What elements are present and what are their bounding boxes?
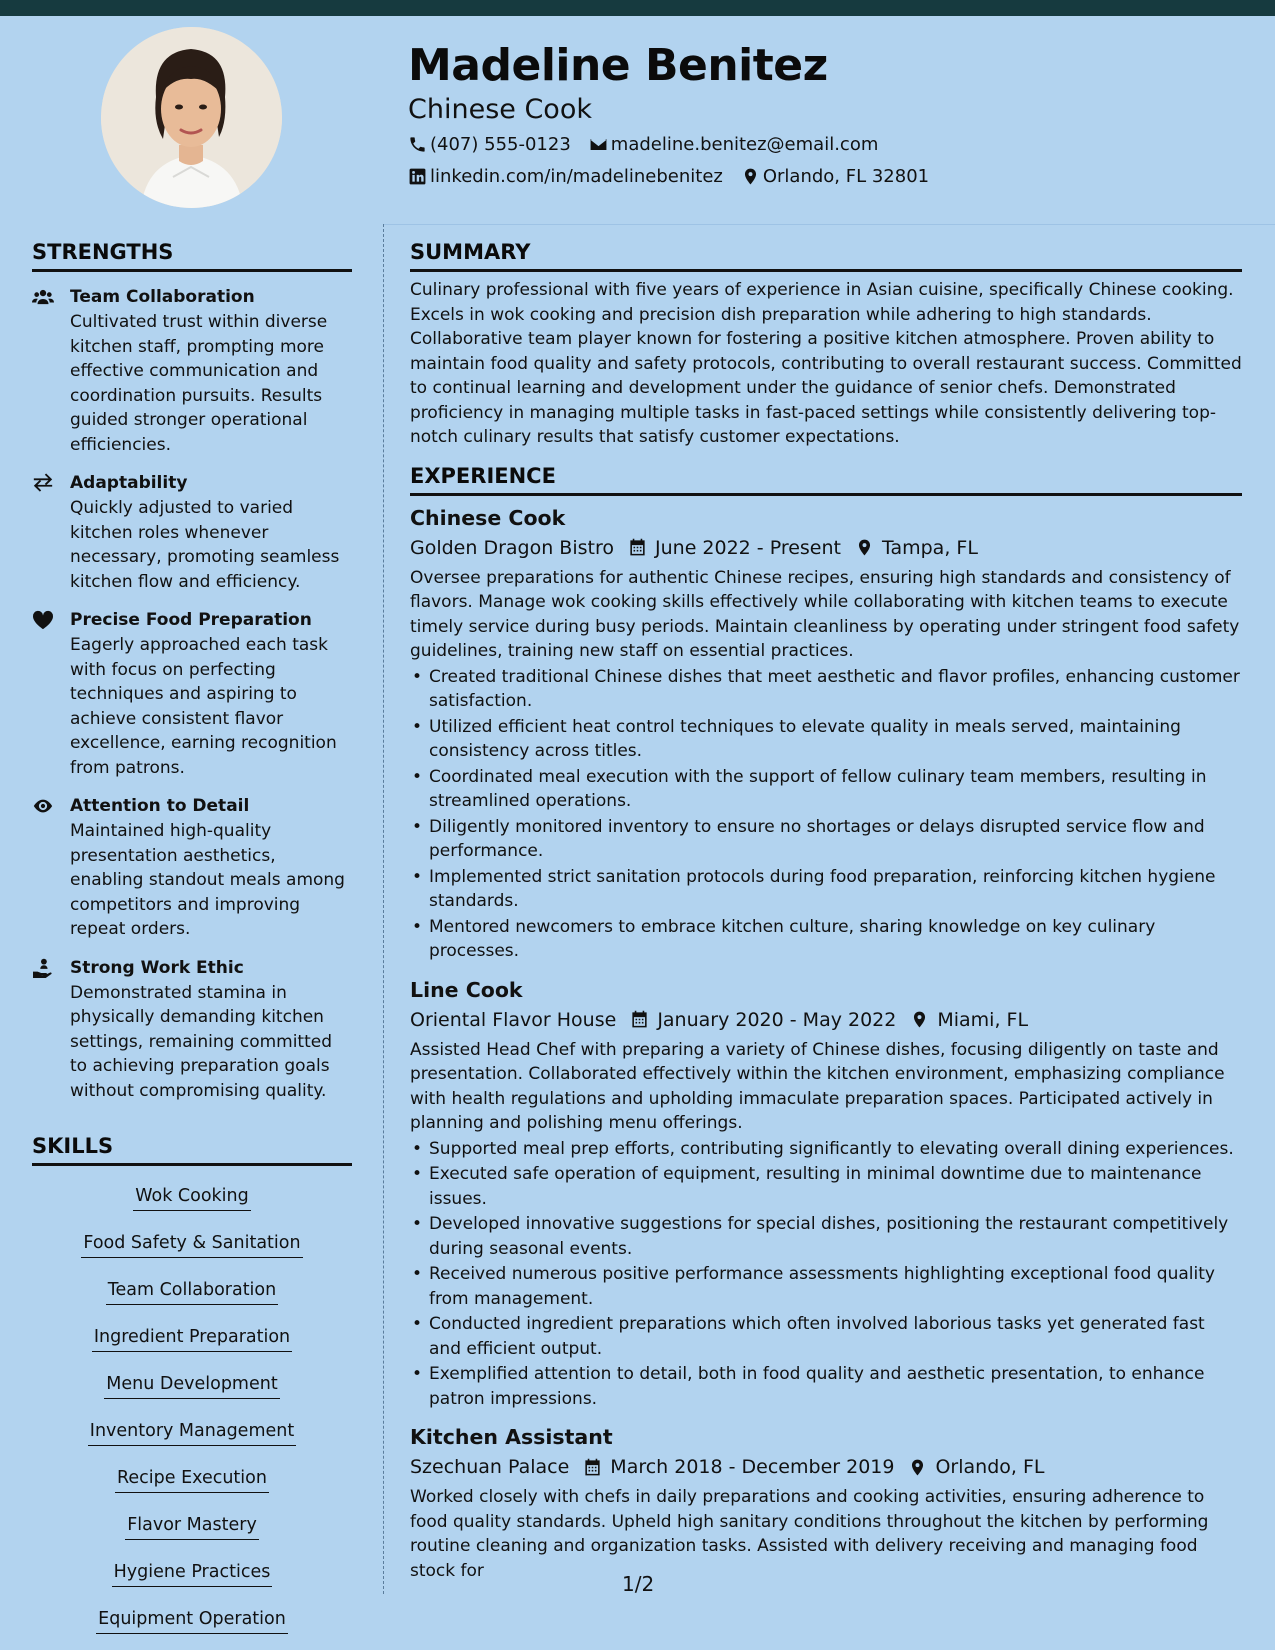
job-location: Miami, FL: [937, 1008, 1029, 1031]
bullet-item: • Coordinated meal execution with the support of fellow culinary team members, resulting in streamlined operations.: [410, 765, 1242, 814]
email-contact[interactable]: [589, 134, 879, 155]
linkedin-icon: [408, 167, 427, 186]
summary-heading: SUMMARY: [410, 240, 1242, 272]
job-dates: March 2018 - December 2019: [610, 1456, 895, 1478]
skill-tag: Inventory Management: [88, 1419, 296, 1446]
left-column: [32, 240, 352, 1117]
strength-title: Adaptability: [70, 473, 188, 493]
skill-tag: Ingredient Preparation: [92, 1325, 292, 1352]
skills-list: [32, 1174, 352, 1644]
strength-desc: Eagerly approached each task with focus on perfecting techniques and aspiring to achieve consistent flavor excellence, earning recognition from patrons.: [70, 635, 337, 778]
profile-photo: [101, 27, 282, 208]
skill-tag: Recipe Execution: [115, 1466, 269, 1493]
bullet-item: • Utilized efficient heat control techniques to elevate quality in meals served, maintaining consistency across titles.: [410, 715, 1242, 764]
right-column: [410, 240, 1242, 1583]
job-meta: [410, 1005, 1242, 1035]
strength-desc: Demonstrated stamina in physically demanding kitchen settings, remaining committed to achieving preparation goals without compromising quality.: [70, 982, 333, 1101]
strengths-heading: STRENGTHS: [32, 240, 352, 272]
contact-row-2: [408, 166, 947, 187]
calendar-icon: [583, 1458, 602, 1477]
contact-row-1: [408, 134, 896, 155]
strength-title: Attention to Detail: [70, 796, 250, 816]
users-icon: [32, 287, 54, 307]
bullet-item: • Received numerous positive performance assessments highlighting exceptional food quality from management.: [410, 1262, 1242, 1311]
job-meta: [410, 533, 1242, 563]
skills-heading: SKILLS: [32, 1134, 352, 1166]
job-description: Worked closely with chefs in daily preparations and cooking activities, ensuring adherence to food quality standards. Upheld high sanitary conditions throughout the kitchen by performing routine cleaning and organization tasks. Assisted with delivery receiving and managing food stock for: [410, 1487, 1209, 1581]
strength-title: Team Collaboration: [70, 287, 255, 307]
job-role: Chinese Cook: [410, 505, 566, 530]
bullet-item: • Executed safe operation of equipment, resulting in minimal downtime due to maintenance issues.: [410, 1162, 1242, 1211]
arrows-exchange-icon: [32, 473, 54, 493]
header-divider: [384, 224, 1275, 225]
skill-tag: Equipment Operation: [96, 1607, 288, 1634]
top-accent-bar: [0, 0, 1275, 16]
phone-icon: [408, 135, 427, 154]
page-number: 1/2: [622, 1572, 655, 1596]
location-text: Orlando, FL 32801: [762, 166, 930, 187]
bullet-item: • Implemented strict sanitation protocols during food preparation, reinforcing kitchen hygiene standards.: [410, 865, 1242, 914]
skill-tag: Flavor Mastery: [125, 1513, 259, 1540]
envelope-icon: [589, 135, 608, 154]
job-entry: [410, 503, 1242, 964]
strength-item: [32, 285, 352, 457]
calendar-icon: [628, 538, 647, 557]
skill-tag: Food Safety & Sanitation: [81, 1231, 302, 1258]
bullet-item: • Diligently monitored inventory to ensure no shortages or delays disrupted service flow and performance.: [410, 815, 1242, 864]
hand-holding-person-icon: [32, 958, 54, 978]
job-bullets: [410, 665, 1242, 964]
linkedin-contact[interactable]: [408, 166, 723, 187]
skill-tag: Wok Cooking: [133, 1184, 251, 1211]
map-pin-icon: [855, 538, 874, 557]
strength-desc: Maintained high-quality presentation aesthetics, enabling standout meals among competitors and improving repeat orders.: [70, 821, 345, 939]
bullet-item: • Exemplified attention to detail, both in food quality and aesthetic presentation, to enhance patron impressions.: [410, 1362, 1242, 1411]
candidate-name: Madeline Benitez: [408, 40, 828, 91]
bullet-item: • Mentored newcomers to embrace kitchen culture, sharing knowledge on key culinary processes.: [410, 915, 1242, 964]
skill-tag: Team Collaboration: [106, 1278, 278, 1305]
skill-tag: Menu Development: [104, 1372, 279, 1399]
bullet-item: • Conducted ingredient preparations which often involved laborious tasks yet generated fast and efficient output.: [410, 1312, 1242, 1361]
job-location: Tampa, FL: [882, 536, 978, 559]
job-company: Golden Dragon Bistro: [410, 536, 614, 559]
job-role: Line Cook: [410, 977, 523, 1002]
job-dates: January 2020 - May 2022: [657, 1008, 897, 1031]
job-entry: [410, 1422, 1242, 1583]
job-bullets: [410, 1137, 1242, 1412]
email-text: madeline.benitez@email.com: [610, 134, 879, 155]
strength-item: [32, 608, 352, 780]
map-pin-icon: [910, 1010, 929, 1029]
skills-section: [32, 1134, 352, 1644]
job-entry: [410, 975, 1242, 1412]
map-pin-icon: [741, 167, 760, 186]
bullet-item: • Created traditional Chinese dishes that meet aesthetic and flavor profiles, enhancing customer satisfaction.: [410, 665, 1242, 714]
skill-tag: Hygiene Practices: [112, 1560, 273, 1587]
job-company: Szechuan Palace: [410, 1456, 570, 1478]
strength-desc: Cultivated trust within diverse kitchen staff, prompting more effective communication and coordination pursuits. Results guided stronger operational efficiencies.: [70, 312, 328, 455]
candidate-title: Chinese Cook: [408, 94, 592, 125]
strength-item: [32, 794, 352, 942]
phone-text: (407) 555-0123: [430, 134, 571, 155]
calendar-icon: [630, 1010, 649, 1029]
strength-desc: Quickly adjusted to varied kitchen roles whenever necessary, promoting seamless kitchen flow and efficiency.: [70, 498, 340, 592]
job-meta: [410, 1452, 1242, 1482]
job-description: Oversee preparations for authentic Chinese recipes, ensuring high standards and consistency of flavors. Manage wok cooking skills effectively while collaborating with kitchen teams to execute timely service during busy periods. Maintain cleanliness by operating under stringent food safety guidelines, training new staff on essential practices.: [410, 567, 1240, 661]
job-description: Assisted Head Chef with preparing a variety of Chinese dishes, focusing diligently on taste and presentation. Collaborated effectively within the kitchen environment, emphasizing compliance with health regulations and upholding immaculate preparation spaces. Participated actively in planning and polishing menu offerings.: [410, 1039, 1225, 1133]
strengths-list: [32, 285, 352, 1103]
job-location: Orlando, FL: [935, 1456, 1045, 1478]
strength-item: [32, 471, 352, 594]
job-dates: June 2022 - Present: [655, 536, 841, 559]
bullet-item: • Developed innovative suggestions for special dishes, positioning the restaurant competitively during seasonal events.: [410, 1212, 1242, 1261]
phone-contact[interactable]: [408, 134, 571, 155]
job-company: Oriental Flavor House: [410, 1008, 617, 1031]
job-role: Kitchen Assistant: [410, 1425, 613, 1449]
bullet-item: • Supported meal prep efforts, contributing significantly to elevating overall dining experiences.: [410, 1137, 1242, 1162]
summary-text: Culinary professional with five years of experience in Asian cuisine, specifically Chinese cooking. Excels in wok cooking and precision dish preparation while adhering to high standards. Collaborative team player known for fostering a positive kitchen atmosphere. Proven ability to maintain food quality and safety protocols, contributing to overall restaurant success. Committed to continual learning and development under the guidance of senior chefs. Demonstrated proficiency in managing multiple tasks in fast-paced settings while consistently delivering top-notch culinary results that satisfy customer expectations.: [410, 280, 1242, 447]
map-pin-icon: [908, 1458, 927, 1477]
location-contact: [741, 166, 929, 187]
linkedin-text: linkedin.com/in/madelinebenitez: [430, 166, 723, 187]
experience-heading: EXPERIENCE: [410, 464, 1242, 496]
column-divider: [383, 224, 384, 1594]
strength-item: [32, 956, 352, 1104]
heart-icon: [32, 610, 54, 630]
experience-section: [410, 464, 1242, 1584]
eye-icon: [32, 796, 54, 816]
strength-title: Strong Work Ethic: [70, 957, 244, 978]
strength-title: Precise Food Preparation: [70, 610, 312, 630]
